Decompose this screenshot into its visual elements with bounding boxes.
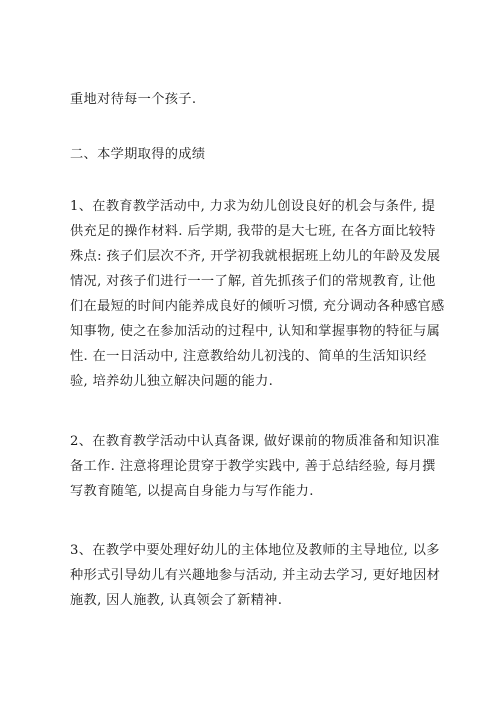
paragraph-1-line-1: 1、在教育教学活动中, 力求为幼儿创设良好的机会与条件, 提 (70, 199, 436, 214)
paragraph-1-line-5: 们在最短的时间内能养成良好的倾听习惯, 充分调动各种感官感 (70, 299, 445, 314)
paragraph-1-line-4: 情况, 对孩子们进行一一了解, 首先抓孩子们的常规教育, 让他 (70, 274, 436, 289)
intro-tail-text: 重地对待每一个孩子. (70, 92, 197, 107)
paragraph-1-line-3: 殊点: 孩子们层次不齐, 开学初我就根据班上幼儿的年龄及发展 (70, 249, 441, 264)
paragraph-1-line-8: 验, 培养幼儿独立解决问题的能力. (70, 374, 274, 389)
paragraph-2-line-1: 2、在教育教学活动中认真备课, 做好课前的物质准备和知识准 (70, 434, 440, 449)
paragraph-2-line-3: 写教育随笔, 以提高自身能力与写作能力. (70, 484, 314, 499)
paragraph-2-line-2: 备工作. 注意将理论贯穿于教学实践中, 善于总结经验, 每月撰 (70, 459, 436, 474)
paragraph-1-line-7: 性. 在一日活动中, 注意教给幼儿初浅的、简单的生活知识经 (70, 349, 427, 364)
paragraph-1-line-6: 知事物, 使之在参加活动的过程中, 认知和掌握事物的特征与属 (70, 324, 441, 339)
paragraph-3-line-3: 施教, 因人施教, 认真领会了新精神. (70, 593, 283, 608)
section-heading: 二、本学期取得的成绩 (70, 147, 206, 162)
paragraph-3-line-1: 3、在教学中要处理好幼儿的主体地位及教师的主导地位, 以多 (70, 543, 440, 558)
paragraph-3-line-2: 种形式引导幼儿有兴趣地参与活动, 并主动去学习, 更好地因材 (70, 568, 441, 583)
paragraph-1-line-2: 供充足的操作材料. 后学期, 我带的是大七班, 在各方面比较特 (70, 224, 436, 239)
